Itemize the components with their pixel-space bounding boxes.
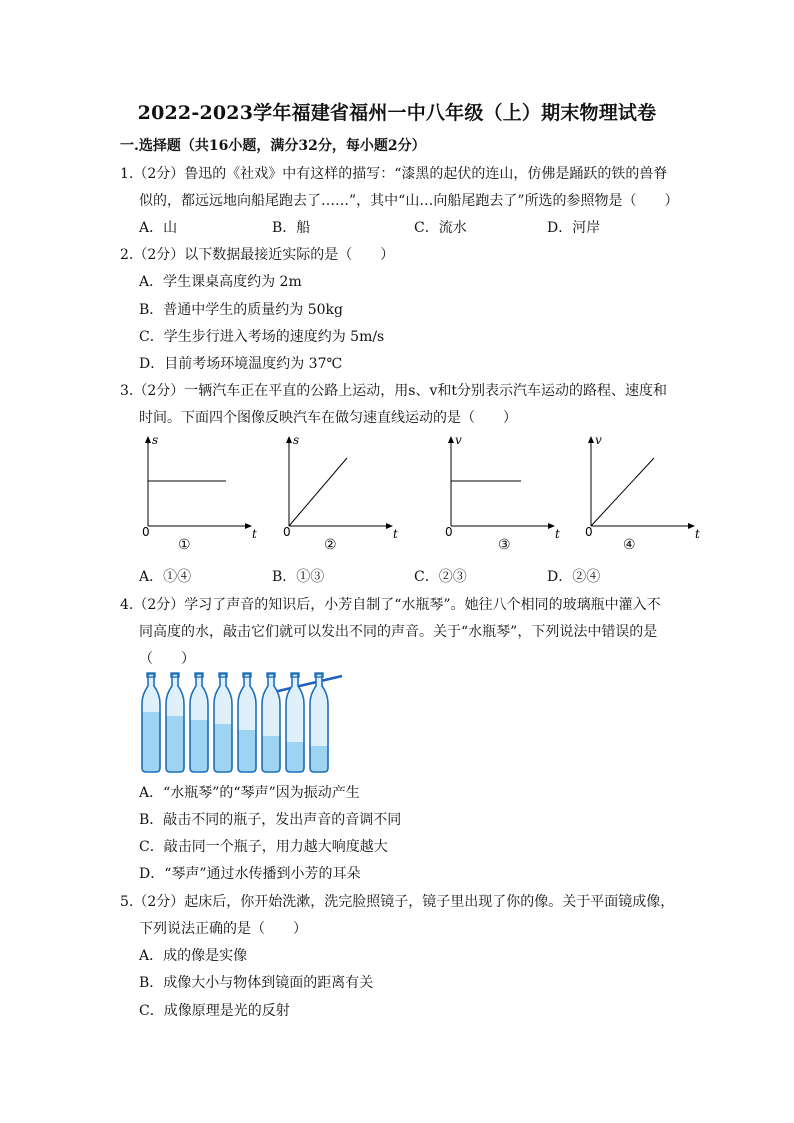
graph-1-y-label: s xyxy=(152,433,159,447)
q3-option-d: D．②④ xyxy=(547,569,601,585)
water-bottles-figure xyxy=(134,672,354,774)
bottle xyxy=(190,673,208,772)
q4-text-line1: 4.（2分）学习了声音的知识后，小芳自制了“水瓶琴”。她往八个相同的玻璃瓶中灌入不 xyxy=(120,597,661,613)
q3-option-c: C．②③ xyxy=(414,569,467,585)
striking-stick xyxy=(274,676,342,692)
q4-option-a: A．“水瓶琴”的“琴声”因为振动产生 xyxy=(139,785,360,801)
q2-option-c: C．学生步行进入考场的速度约为 5m/s xyxy=(139,329,385,345)
q5-text-line2: 下列说法正确的是（ ） xyxy=(139,921,307,937)
q3-option-b: B．①③ xyxy=(272,569,325,585)
q1-option-c: C．流水 xyxy=(414,220,467,236)
q5-option-c: C．成像原理是光的反射 xyxy=(139,1003,290,1019)
q2-option-d: D．目前考场环境温度约为 37℃ xyxy=(139,356,343,372)
graph-3 xyxy=(443,432,563,542)
exam-title: 2022-2023学年福建省福州一中八年级（上）期末物理试卷 xyxy=(137,102,657,124)
q2-text-line1: 2.（2分）以下数据最接近实际的是（ ） xyxy=(120,247,395,263)
q5-text-line1: 5.（2分）起床后，你开始洗漱，洗完脸照镜子，镜子里出现了你的像。关于平面镜成像， xyxy=(120,894,675,910)
bottle xyxy=(262,673,280,772)
q1-option-d: D．河岸 xyxy=(547,220,601,236)
graph-4 xyxy=(583,432,703,542)
q3-text-line1: 3.（2分）一辆汽车正在平直的公路上运动，用s、v和t分别表示汽车运动的路程、速度和 xyxy=(120,383,667,399)
graph-2-origin: 0 xyxy=(283,525,291,539)
graph-2-caption: ② xyxy=(324,537,337,553)
q1-option-a: A．山 xyxy=(139,220,178,236)
graph-4-caption: ④ xyxy=(623,537,636,553)
q3-option-a: A．①④ xyxy=(139,569,192,585)
q3-text-line2: 时间。下面四个图像反映汽车在做匀速直线运动的是（ ） xyxy=(139,410,517,426)
graph-2 xyxy=(281,432,401,542)
bottle xyxy=(142,673,160,772)
q4-option-c: C．敲击同一个瓶子，用力越大响度越大 xyxy=(139,839,388,855)
q4-text-line2: 同高度的水，敲击它们就可以发出不同的声音。关于“水瓶琴”，下列说法中错误的是 xyxy=(139,624,658,640)
graph-1-x-label: t xyxy=(252,527,257,541)
bottle xyxy=(238,673,256,772)
bottle xyxy=(214,673,232,772)
graph-2-x-label: t xyxy=(393,527,398,541)
q4-option-b: B．敲击不同的瓶子，发出声音的音调不同 xyxy=(139,812,402,828)
q4-option-d: D．“琴声”通过水传播到小芳的耳朵 xyxy=(139,866,361,882)
graph-3-origin: 0 xyxy=(445,525,453,539)
q1-text-line1: 1.（2分）鲁迅的《社戏》中有这样的描写：“漆黑的起伏的连山，仿佛是踊跃的铁的兽脊 xyxy=(120,166,668,182)
section-heading: 一.选择题（共16小题，满分32分，每小题2分） xyxy=(120,138,426,154)
graph-4-origin: 0 xyxy=(585,525,593,539)
graph-1-caption: ① xyxy=(178,537,191,553)
q4-text-line3: （ ） xyxy=(139,651,195,667)
q5-option-a: A．成的像是实像 xyxy=(139,948,248,964)
graph-1-origin: 0 xyxy=(142,525,150,539)
q2-option-a: A．学生课桌高度约为 2m xyxy=(139,274,302,290)
graph-3-y-label: v xyxy=(455,433,462,447)
graph-1 xyxy=(140,432,260,542)
bottle xyxy=(310,673,328,772)
graph-3-x-label: t xyxy=(555,527,560,541)
q2-option-b: B．普通中学生的质量约为 50kg xyxy=(139,302,343,318)
graph-4-y-label: v xyxy=(595,433,602,447)
q5-option-b: B．成像大小与物体到镜面的距离有关 xyxy=(139,975,374,991)
graph-3-caption: ③ xyxy=(498,537,511,553)
q1-text-line2: 似的，都远远地向船尾跑去了……”，其中“山…向船尾跑去了”所选的参照物是（ ） xyxy=(139,193,679,209)
graph-2-y-label: s xyxy=(293,433,300,447)
bottle xyxy=(166,673,184,772)
graph-4-x-label: t xyxy=(695,527,700,541)
q1-option-b: B．船 xyxy=(272,220,311,236)
